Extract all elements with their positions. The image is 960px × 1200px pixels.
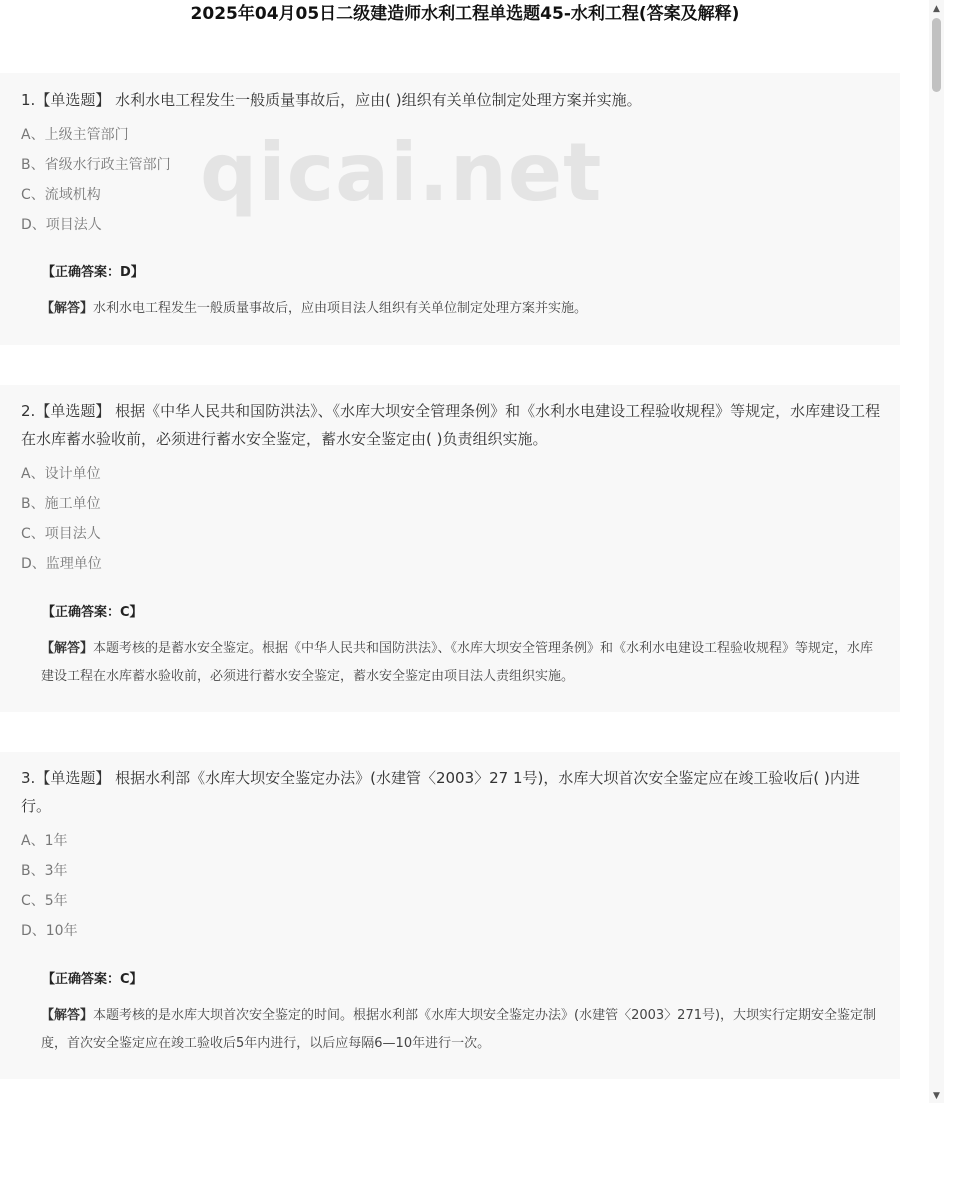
question-body: 水利水电工程发生一般质量事故后，应由( )组织有关单位制定处理方案并实施。: [115, 91, 642, 109]
option-d[interactable]: D、监理单位: [21, 556, 102, 572]
option-b[interactable]: B、施工单位: [21, 496, 101, 512]
scrollbar-thumb[interactable]: [932, 18, 941, 92]
question-text: [21, 86, 881, 114]
correct-answer: 【正确答案：C】: [42, 972, 143, 987]
question-card-2: [0, 385, 900, 712]
option-a[interactable]: A、1年: [21, 833, 68, 849]
vertical-scrollbar[interactable]: [929, 0, 944, 1103]
explanation: [41, 1002, 881, 1058]
explanation: [41, 295, 881, 323]
option-a[interactable]: A、上级主管部门: [21, 127, 129, 143]
explanation: [41, 635, 881, 691]
explanation-text: 水利水电工程发生一般质量事故后，应由项目法人组织有关单位制定处理方案并实施。: [93, 301, 588, 316]
question-number: 1.: [21, 91, 36, 109]
page-title: 2025年04月05日二级建造师水利工程单选题45-水利工程(答案及解释): [190, 4, 740, 24]
question-type-tag: 【单选题】: [35, 769, 111, 787]
question-type-tag: 【单选题】: [35, 91, 111, 109]
question-body: 根据水利部《水库大坝安全鉴定办法》(水建管〈2003〉27 1号)，水库大坝首次安全鉴定应在竣工验收后( )内进行。: [21, 769, 860, 815]
question-number: 3.: [21, 769, 36, 787]
question-card-3: [0, 752, 900, 1079]
option-b[interactable]: B、省级水行政主管部门: [21, 157, 171, 173]
option-b[interactable]: B、3年: [21, 863, 68, 879]
question-type-tag: 【单选题】: [35, 402, 111, 420]
option-d[interactable]: D、项目法人: [21, 217, 102, 233]
correct-answer: 【正确答案：C】: [42, 605, 143, 620]
option-c[interactable]: C、流域机构: [21, 187, 101, 203]
correct-answer: 【正确答案：D】: [42, 265, 144, 280]
explanation-tag: 【解答】: [41, 1008, 94, 1023]
question-body: 根据《中华人民共和国防洪法》、《水库大坝安全管理条例》和《水利水电建设工程验收规程》等规定，水库建设工程在水库蓄水验收前，必须进行蓄水安全鉴定，蓄水安全鉴定由( )负责组织实施。: [21, 402, 881, 448]
question-card-1: [0, 73, 900, 345]
question-text: [21, 764, 881, 820]
question-number: 2.: [21, 402, 36, 420]
option-c[interactable]: C、项目法人: [21, 526, 101, 542]
question-text: [21, 397, 881, 453]
scroll-down-icon[interactable]: ▼: [933, 1091, 940, 1101]
option-a[interactable]: A、设计单位: [21, 466, 101, 482]
explanation-tag: 【解答】: [41, 641, 94, 656]
option-c[interactable]: C、5年: [21, 893, 68, 909]
scroll-up-icon[interactable]: ▲: [933, 4, 940, 14]
explanation-tag: 【解答】: [41, 301, 94, 316]
explanation-text: 本题考核的是蓄水安全鉴定。根据《中华人民共和国防洪法》、《水库大坝安全管理条例》和《水利水电建设工程验收规程》等规定，水库建设工程在水库蓄水验收前，必须进行蓄水安全鉴定，蓄水安全鉴定由项目法人责组织实施。: [41, 641, 874, 684]
explanation-text: 本题考核的是水库大坝首次安全鉴定的时间。根据水利部《水库大坝安全鉴定办法》(水建管〈2003〉271号)，大坝实行定期安全鉴定制度，首次安全鉴定应在竣工验收后5年内进行，以后应每隔6—10年进行一次。: [41, 1008, 877, 1051]
watermark: qicai.net: [200, 126, 603, 219]
option-d[interactable]: D、10年: [21, 923, 78, 939]
